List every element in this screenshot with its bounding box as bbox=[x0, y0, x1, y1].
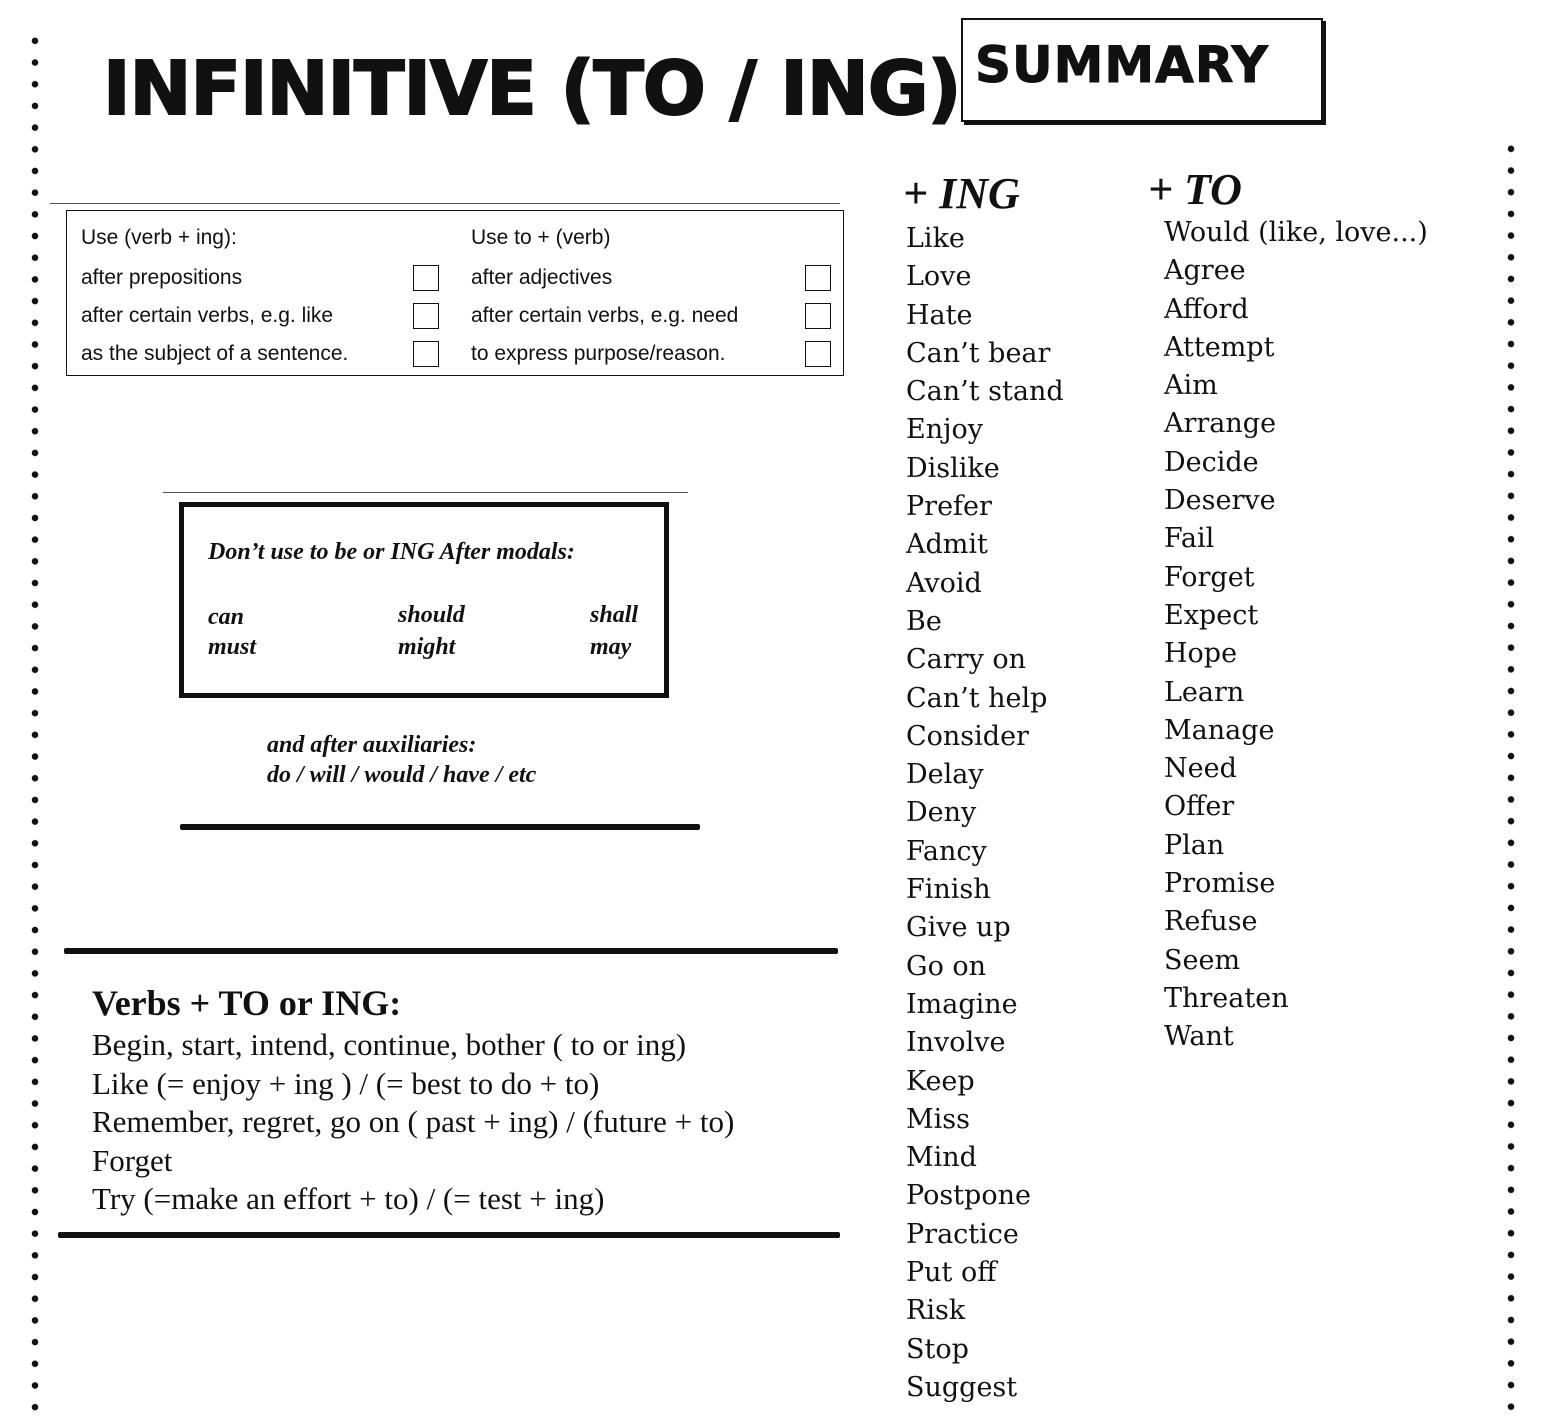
ing-word: Keep bbox=[906, 1065, 975, 1097]
ing-word: Can’t help bbox=[906, 682, 1048, 714]
to-word: Hope bbox=[1164, 638, 1238, 670]
to-word: Offer bbox=[1164, 791, 1235, 823]
usage-row-label: as the subject of a sentence. bbox=[81, 342, 349, 365]
usage-checkbox[interactable] bbox=[805, 341, 831, 367]
to-word: Attempt bbox=[1164, 331, 1275, 363]
usage-row-label: to express purpose/reason. bbox=[471, 342, 726, 365]
to-word: Need bbox=[1164, 753, 1237, 785]
ing-word: Postpone bbox=[906, 1180, 1031, 1212]
thick-divider bbox=[180, 824, 700, 830]
verbs-line: Forget bbox=[92, 1142, 173, 1178]
ing-word: Love bbox=[906, 261, 972, 293]
usage-checkbox[interactable] bbox=[413, 303, 439, 329]
ing-word: Deny bbox=[906, 797, 977, 829]
usage-row bbox=[471, 297, 833, 335]
verbs-section-list bbox=[92, 1026, 734, 1219]
ing-word: Be bbox=[906, 605, 942, 637]
ing-word: Finish bbox=[906, 874, 991, 906]
divider bbox=[163, 492, 688, 493]
usage-checkbox[interactable] bbox=[805, 303, 831, 329]
to-word: Agree bbox=[1164, 255, 1246, 287]
usage-checkbox[interactable] bbox=[413, 341, 439, 367]
verbs-section-title: Verbs + TO or ING: bbox=[92, 983, 402, 1023]
ing-word: Carry on bbox=[906, 644, 1027, 676]
to-word: Learn bbox=[1164, 676, 1245, 708]
ing-word-list bbox=[906, 220, 1064, 1407]
to-column-heading: + TO bbox=[1148, 165, 1242, 214]
ing-word: Imagine bbox=[906, 988, 1018, 1020]
ing-word: Enjoy bbox=[906, 414, 983, 446]
modals-box bbox=[179, 502, 669, 698]
ing-word: Give up bbox=[906, 912, 1011, 944]
verbs-line: Try (=make an effort + to) / (= test + ing) bbox=[92, 1181, 605, 1217]
to-word: Arrange bbox=[1164, 408, 1277, 440]
ing-usage-header: Use (verb + ing): bbox=[81, 226, 237, 249]
thick-divider bbox=[64, 948, 838, 954]
verbs-line: Remember, regret, go on ( past + ing) / (future + to) bbox=[92, 1104, 735, 1140]
verbs-line: Begin, start, intend, continue, bother ( to or ing) bbox=[92, 1027, 687, 1062]
ing-word: Avoid bbox=[906, 567, 982, 599]
modal-verb: shall bbox=[590, 602, 639, 628]
usage-row-label: after certain verbs, e.g. like bbox=[81, 304, 334, 327]
usage-row-label: after certain verbs, e.g. need bbox=[471, 304, 739, 327]
to-word: Refuse bbox=[1164, 906, 1258, 938]
to-word: Forget bbox=[1164, 561, 1255, 593]
to-word: Threaten bbox=[1164, 982, 1289, 1014]
to-word: Manage bbox=[1164, 714, 1275, 746]
ing-word: Delay bbox=[906, 759, 984, 791]
right-dotted-border bbox=[1506, 138, 1516, 1416]
to-word: Would (like, love...) bbox=[1164, 217, 1428, 248]
modal-verb: may bbox=[590, 634, 632, 660]
ing-word: Stop bbox=[906, 1333, 969, 1365]
summary-box bbox=[961, 18, 1323, 122]
to-word: Decide bbox=[1164, 446, 1259, 478]
ing-word: Prefer bbox=[906, 491, 992, 523]
auxiliaries-line: do / will / would / have / etc bbox=[267, 762, 537, 788]
thick-divider bbox=[58, 1232, 840, 1238]
usage-row bbox=[81, 259, 447, 297]
auxiliaries-line: and after auxiliaries: bbox=[267, 732, 477, 758]
usage-row bbox=[81, 297, 447, 335]
to-word: Seem bbox=[1164, 944, 1241, 976]
divider bbox=[50, 203, 840, 204]
usage-row bbox=[81, 335, 447, 373]
verbs-line: Like (= enjoy + ing ) / (= best to do + to) bbox=[92, 1065, 600, 1101]
usage-row-label: after adjectives bbox=[471, 266, 613, 289]
usage-row-label: after prepositions bbox=[81, 266, 243, 289]
to-word: Afford bbox=[1164, 293, 1249, 325]
modal-verb: should bbox=[398, 602, 465, 628]
ing-word: Practice bbox=[906, 1218, 1019, 1250]
modal-verb: must bbox=[208, 634, 257, 660]
ing-word: Can’t stand bbox=[906, 376, 1064, 408]
ing-word: Risk bbox=[906, 1295, 966, 1327]
ing-word: Hate bbox=[906, 299, 973, 331]
modal-verb: might bbox=[398, 634, 456, 660]
ing-word: Consider bbox=[906, 720, 1029, 752]
to-word: Deserve bbox=[1164, 485, 1276, 517]
to-usage-column bbox=[471, 223, 833, 373]
ing-word: Suggest bbox=[906, 1371, 1018, 1403]
usage-row bbox=[471, 259, 833, 297]
left-dotted-border bbox=[30, 30, 40, 1416]
to-word: Fail bbox=[1164, 523, 1215, 555]
ing-word: Like bbox=[906, 223, 965, 254]
modals-rule: Don’t use to be or ING After modals: bbox=[208, 539, 575, 565]
ing-word: Can’t bear bbox=[906, 337, 1051, 369]
ing-word: Involve bbox=[906, 1027, 1006, 1059]
modal-verb: can bbox=[208, 604, 244, 630]
ing-word: Go on bbox=[906, 950, 987, 982]
usage-table bbox=[66, 210, 844, 376]
usage-row bbox=[471, 335, 833, 373]
summary-label: SUMMARY bbox=[975, 36, 1269, 94]
to-word-list bbox=[1164, 214, 1428, 1057]
ing-word: Admit bbox=[906, 529, 988, 561]
ing-word: Dislike bbox=[906, 452, 1000, 484]
ing-word: Mind bbox=[906, 1142, 977, 1174]
ing-column-heading: + ING bbox=[903, 169, 1020, 218]
usage-checkbox[interactable] bbox=[413, 265, 439, 291]
to-word: Promise bbox=[1164, 868, 1276, 900]
usage-checkbox[interactable] bbox=[805, 265, 831, 291]
to-usage-header: Use to + (verb) bbox=[471, 226, 611, 249]
page-title: INFINITIVE (TO / ING) bbox=[103, 46, 961, 132]
ing-word: Fancy bbox=[906, 835, 987, 867]
to-word: Aim bbox=[1164, 370, 1218, 402]
ing-usage-column bbox=[81, 223, 447, 373]
ing-word: Put off bbox=[906, 1257, 997, 1289]
auxiliaries-note bbox=[267, 730, 536, 790]
to-word: Want bbox=[1164, 1021, 1234, 1053]
to-word: Expect bbox=[1164, 599, 1259, 631]
to-word: Plan bbox=[1164, 829, 1225, 861]
ing-word: Miss bbox=[906, 1103, 970, 1135]
